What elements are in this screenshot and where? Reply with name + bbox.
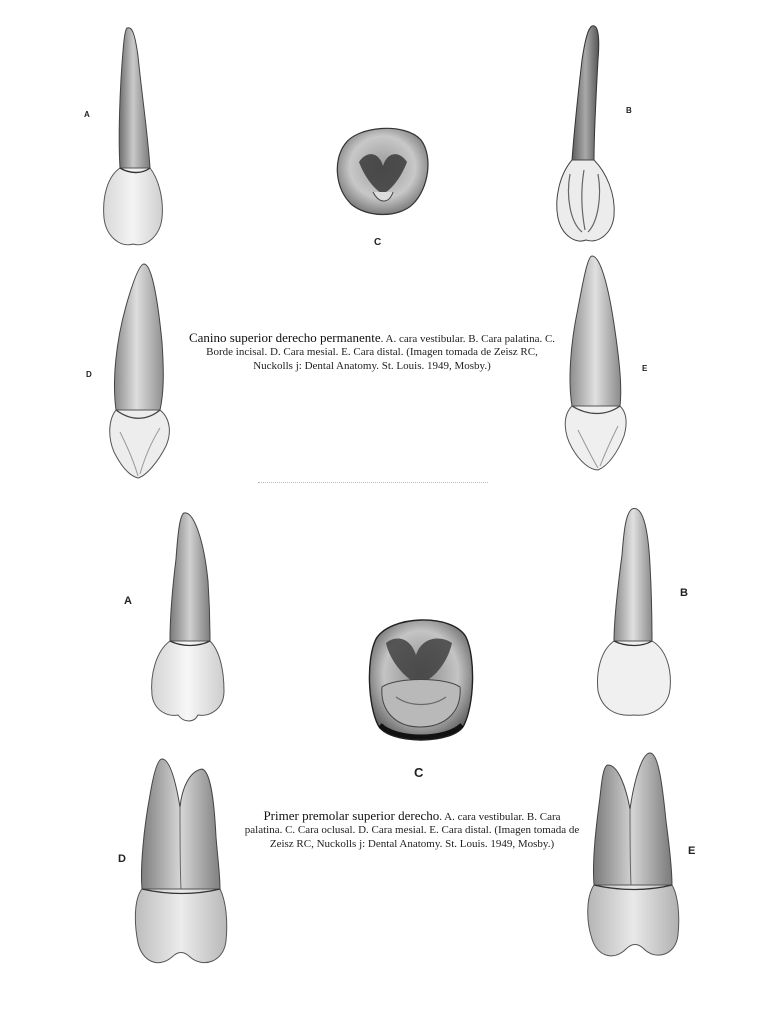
premolar-label-a: A xyxy=(124,595,132,607)
premolar-figure-panel xyxy=(0,495,768,1024)
canine-label-e: E xyxy=(642,364,648,373)
canine-incisal-illustration xyxy=(333,122,433,218)
canine-caption-body: . A. cara vestibular. B. Cara palatina. C. Borde incisal. D. Cara mesial. E. Cara distal. (Imagen tomada de Zeisz RC, Nuckolls j: Dental Anatomy. St. Louis. 1949, Mosby.) xyxy=(206,333,556,372)
canine-vestibular-illustration xyxy=(98,26,168,250)
canine-figure-panel xyxy=(0,0,768,490)
premolar-caption-body: . A. cara vestibular. B. Cara palatina. C. Cara oclusal. D. Cara mesial. E. Cara distal. (Imagen tomada de Zeisz RC, Nuckolls j: Dental Anatomy. St. Louis. 1949, Mosby.) xyxy=(244,811,580,850)
canine-mesial-illustration xyxy=(104,262,176,480)
premolar-vestibular-illustration xyxy=(148,511,228,725)
canine-label-d: D xyxy=(86,370,92,379)
canine-label-b: B xyxy=(626,106,632,115)
premolar-caption-title: Primer premolar superior derecho xyxy=(263,808,440,823)
premolar-palatal-illustration xyxy=(594,505,674,719)
canine-label-a: A xyxy=(84,110,90,119)
canine-label-c: C xyxy=(374,237,382,248)
panel-divider xyxy=(258,482,488,485)
canine-caption xyxy=(186,330,558,373)
premolar-label-c: C xyxy=(414,765,424,780)
premolar-mesial-illustration xyxy=(134,757,230,971)
premolar-label-b: B xyxy=(680,587,688,599)
premolar-label-d: D xyxy=(118,853,126,865)
premolar-label-e: E xyxy=(688,845,696,857)
premolar-distal-illustration xyxy=(586,751,682,965)
canine-palatal-illustration xyxy=(552,24,618,246)
premolar-occlusal-illustration xyxy=(366,613,476,751)
premolar-caption xyxy=(244,808,580,851)
canine-caption-title: Canino superior derecho permanente xyxy=(188,330,381,345)
canine-distal-illustration xyxy=(560,254,632,472)
